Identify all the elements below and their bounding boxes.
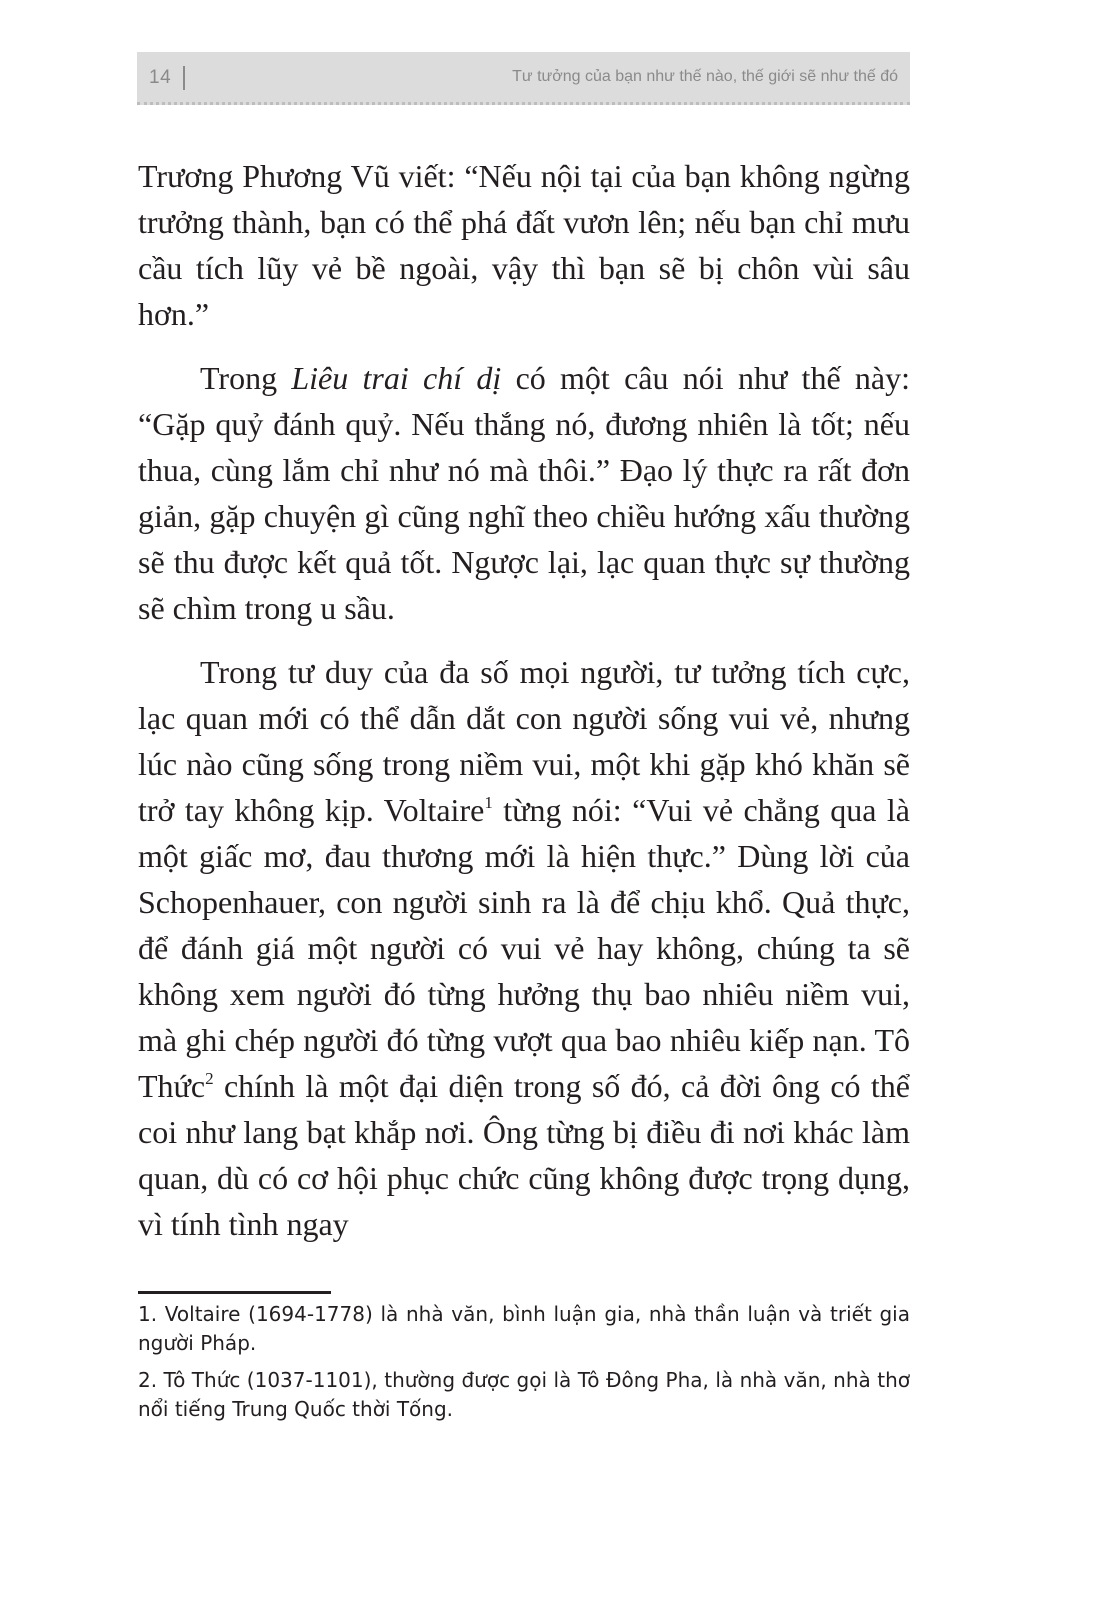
paragraph-2-rest: có một câu nói như thế này: “Gặp quỷ đánh quỷ. Nếu thắng nó, đương nhiên là tốt; nếu thua, cùng lắm chỉ như nó mà thôi.” Đạo lý thực ra rất đơn giản, gặp chuyện gì cũng nghĩ theo chiều hướng xấu thường sẽ thu được kết quả tốt. Ngược lại, lạc quan thực sự thường sẽ chìm trong u sầu.: [138, 360, 911, 626]
footnotes: [138, 1300, 910, 1432]
footnote-divider: [138, 1291, 331, 1294]
footnote-ref-2[interactable]: 2: [205, 1069, 214, 1088]
paragraph-2: [138, 355, 910, 631]
paragraph-1: Trương Phương Vũ viết: “Nếu nội tại của bạn không ngừng trưởng thành, bạn có thể phá đất vươn lên; nếu bạn chỉ mưu cầu tích lũy vẻ bề ngoài, vậy thì bạn sẽ bị chôn vùi sâu hơn.”: [138, 158, 910, 332]
running-header: [137, 52, 910, 105]
footnote-ref-1[interactable]: 1: [484, 793, 493, 812]
book-title: Liêu trai chí dị: [291, 360, 502, 396]
header-separator: [183, 66, 185, 90]
paragraph-3-part-2: từng nói: “Vui vẻ chẳng qua là một giấc mơ, đau thương mới là hiện thực.” Dùng lời của Schopenhauer, con người sinh ra là để chịu khổ. Quả thực, để đánh giá một người có vui vẻ hay không, chúng ta sẽ không xem người đó từng hưởng thụ bao nhiêu niềm vui, mà ghi chép người đó từng vượt qua bao nhiêu kiếp nạn. Tô Thức: [138, 792, 911, 1104]
body-text: [138, 153, 910, 1265]
paragraph-2-lead: Trong: [200, 360, 292, 396]
paragraph-3: [138, 649, 910, 1247]
paragraph-3-part-1: Trong tư duy của đa số mọi người, tư tưởng tích cực, lạc quan mới có thể dẫn dắt con người sống vui vẻ, nhưng lúc nào cũng sống trong niềm vui, một khi gặp khó khăn sẽ trở tay không kịp. Voltaire: [138, 654, 910, 828]
footnote-2: 2. Tô Thức (1037-1101), thường được gọi là Tô Đông Pha, là nhà văn, nhà thơ nổi tiếng Trung Quốc thời Tống.: [138, 1368, 910, 1421]
paragraph-3-part-3: chính là một đại diện trong số đó, cả đời ông có thể coi như lang bạt khắp nơi. Ông từng bị điều đi nơi khác làm quan, dù có cơ hội phục chức cũng không được trọng dụng, vì tính tình ngay: [138, 1068, 910, 1242]
running-title: Tư tưởng của bạn như thế nào, thế giới sẽ như thế đó: [512, 68, 898, 85]
page-number: 14: [149, 67, 172, 88]
footnote-1: 1. Voltaire (1694-1778) là nhà văn, bình luận gia, nhà thần luận và triết gia người Pháp.: [138, 1302, 910, 1355]
